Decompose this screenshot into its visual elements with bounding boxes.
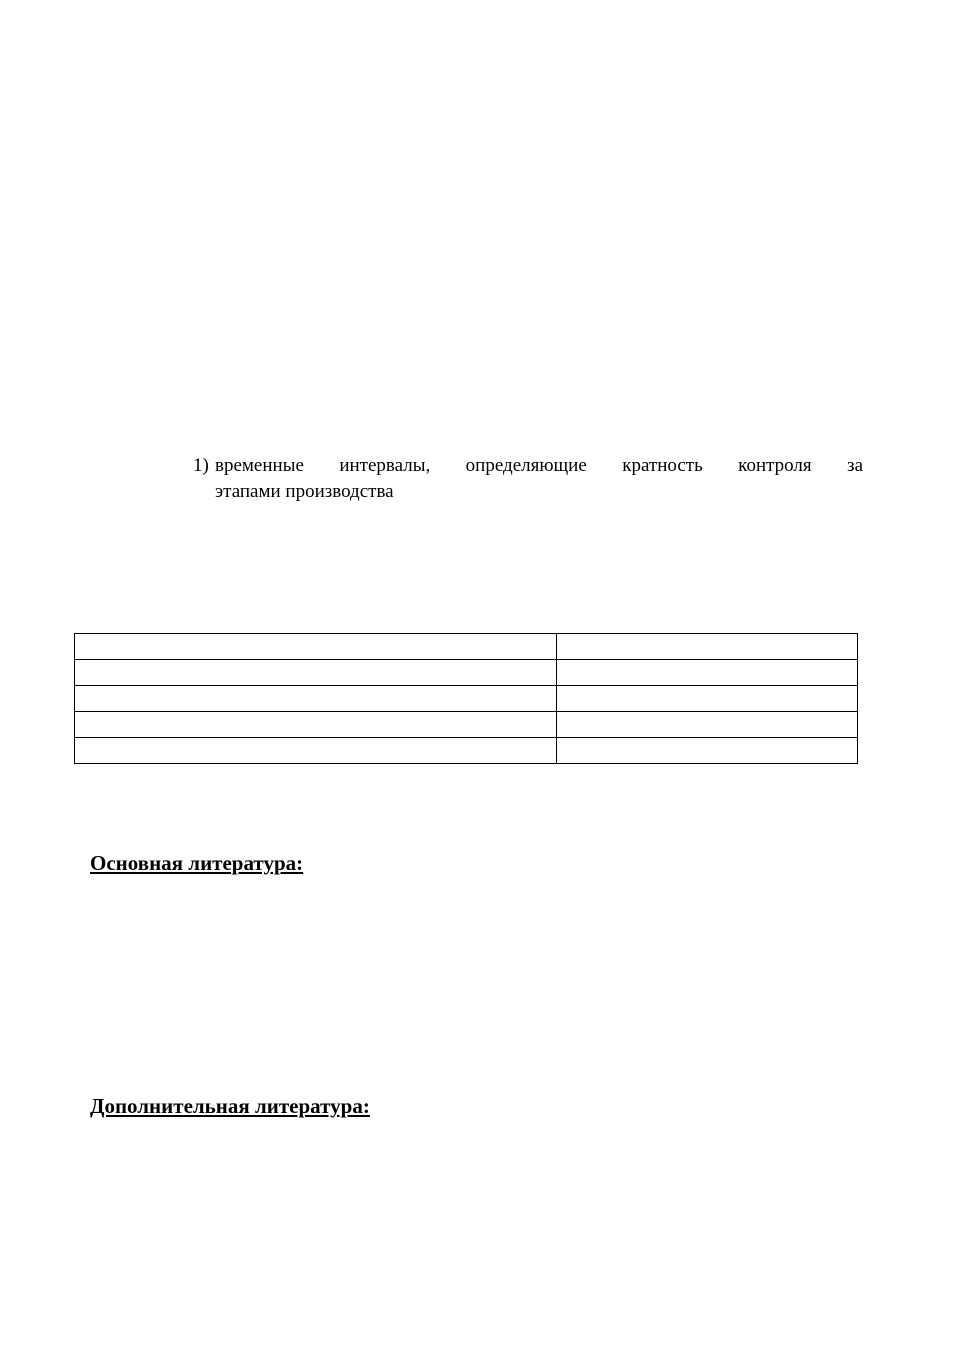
list-item-text <box>215 453 863 505</box>
list-item-text-line2: этапами производства <box>215 481 394 502</box>
table-cell <box>75 634 557 660</box>
table-cell <box>75 712 557 738</box>
table-row <box>75 660 858 686</box>
table-row <box>75 712 858 738</box>
empty-table <box>74 633 858 764</box>
list-item <box>193 453 863 505</box>
table-cell <box>557 712 858 738</box>
table-row <box>75 738 858 764</box>
table-row <box>75 686 858 712</box>
list-item-number: 1) <box>193 455 209 476</box>
additional-literature-heading: Дополнительная литература: <box>90 1094 370 1118</box>
table-cell <box>75 738 557 764</box>
table-row <box>75 634 858 660</box>
table-cell <box>557 686 858 712</box>
table-cell <box>75 660 557 686</box>
main-literature-heading: Основная литература: <box>90 851 304 875</box>
table-cell <box>557 660 858 686</box>
table-cell <box>557 634 858 660</box>
list-item-text-line1: временные интервалы, определяющие кратность контроля за <box>215 455 863 476</box>
table-cell <box>75 686 557 712</box>
table-cell <box>557 738 858 764</box>
